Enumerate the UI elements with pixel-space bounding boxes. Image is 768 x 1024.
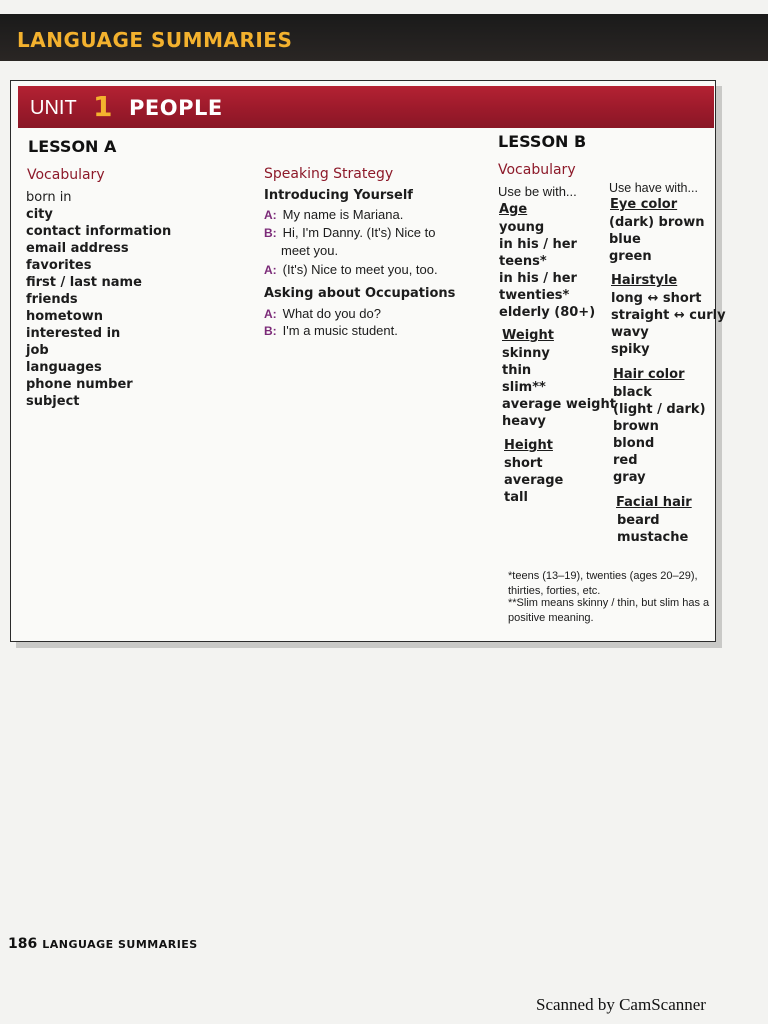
age-heading: Age xyxy=(499,202,528,217)
vocab-item: young xyxy=(499,220,545,235)
vocab-item: spiky xyxy=(611,342,650,357)
speaker-label: B: xyxy=(264,324,277,338)
vocab-item: long ↔ short xyxy=(611,291,702,306)
height-heading: Height xyxy=(504,438,553,453)
weight-heading: Weight xyxy=(502,328,554,343)
vocab-item: mustache xyxy=(617,530,689,545)
lesson-b-vocabulary-heading: Vocabulary xyxy=(498,162,576,178)
lesson-b-heading: LESSON B xyxy=(498,132,587,151)
asking-occupations-heading: Asking about Occupations xyxy=(264,286,456,301)
unit-label: UNIT xyxy=(30,97,77,119)
dialogue-line xyxy=(264,261,438,279)
vocab-item: red xyxy=(613,453,638,468)
vocab-item: average xyxy=(504,473,564,488)
vocab-item: blue xyxy=(609,232,641,247)
vocab-item: in his / her xyxy=(499,237,577,252)
speaking-strategy-heading: Speaking Strategy xyxy=(264,166,394,182)
speaker-label: A: xyxy=(264,263,277,277)
section-title: LANGUAGE SUMMARIES xyxy=(17,28,293,52)
dialogue-text: meet you. xyxy=(281,243,339,258)
hair-color-heading: Hair color xyxy=(613,367,685,382)
footer-title: LANGUAGE SUMMARIES xyxy=(42,938,198,951)
vocab-item: born in xyxy=(26,190,72,205)
vocab-item: teens* xyxy=(499,254,547,269)
scanner-watermark: Scanned by CamScanner xyxy=(536,995,706,1014)
dialogue-text: I'm a music student. xyxy=(282,323,398,338)
introducing-yourself-heading: Introducing Yourself xyxy=(264,188,413,203)
dialogue-text: (It's) Nice to meet you, too. xyxy=(282,262,438,277)
dialogue-line xyxy=(264,322,398,340)
vocab-item: thin xyxy=(502,363,532,378)
use-have-note: Use have with... xyxy=(609,181,698,195)
hair-color-list xyxy=(613,384,706,486)
vocab-item: blond xyxy=(613,436,655,451)
page-number: 186 xyxy=(8,936,38,952)
vocab-item: friends xyxy=(26,292,78,307)
unit-banner xyxy=(18,86,714,128)
vocab-item: straight ↔ curly xyxy=(611,308,726,323)
summary-card xyxy=(10,80,726,642)
vocab-item: elderly (80+) xyxy=(499,305,596,320)
dialogue-text: What do you do? xyxy=(282,306,381,321)
age-list xyxy=(499,219,595,321)
vocab-item: beard xyxy=(617,513,660,528)
vocab-item: short xyxy=(504,456,543,471)
dialogue-text: My name is Mariana. xyxy=(282,207,404,222)
vocab-item: tall xyxy=(504,490,528,505)
vocab-item: twenties* xyxy=(499,288,570,303)
vocab-item: in his / her xyxy=(499,271,577,286)
vocab-item: hometown xyxy=(26,309,103,324)
speaker-label: A: xyxy=(264,208,277,222)
vocab-item: contact information xyxy=(26,224,172,239)
footnote-slim: **Slim means skinny / thin, but slim has a positive meaning. xyxy=(508,597,710,624)
vocab-item: interested in xyxy=(26,326,121,341)
hairstyle-list xyxy=(611,290,726,358)
eye-color-list xyxy=(609,214,704,265)
vocab-item: average weight xyxy=(502,397,616,412)
vocab-item: email address xyxy=(26,241,129,256)
vocab-item: green xyxy=(609,249,652,264)
dialogue-line xyxy=(264,224,435,242)
unit-number: 1 xyxy=(93,90,113,123)
lesson-a-heading: LESSON A xyxy=(28,137,117,156)
vocab-item: heavy xyxy=(502,414,546,429)
hairstyle-heading: Hairstyle xyxy=(611,273,678,288)
facial-hair-list xyxy=(617,512,688,546)
vocab-item: brown xyxy=(613,419,659,434)
dialogue-line xyxy=(281,242,338,259)
speaker-label: B: xyxy=(264,226,277,240)
vocab-item: languages xyxy=(26,360,102,375)
weight-list xyxy=(502,345,616,430)
vocab-item: subject xyxy=(26,394,80,409)
vocab-item: wavy xyxy=(611,325,649,340)
page-footer xyxy=(8,936,198,952)
speaker-label: A: xyxy=(264,307,277,321)
vocab-item: skinny xyxy=(502,346,550,361)
facial-hair-heading: Facial hair xyxy=(616,495,692,510)
dialogue-text: Hi, I'm Danny. (It's) Nice to xyxy=(282,225,436,240)
vocab-item: favorites xyxy=(26,258,92,273)
footnote-teens: *teens (13–19), twenties (ages 20–29), thirties, forties, etc. xyxy=(508,570,698,597)
vocab-item: (light / dark) xyxy=(613,402,706,417)
vocab-item: slim** xyxy=(502,380,546,395)
vocab-item: city xyxy=(26,207,53,222)
dialogue-line xyxy=(264,206,403,224)
lesson-a-vocabulary-list xyxy=(26,189,171,410)
dialogue-line xyxy=(264,305,381,323)
eye-color-heading: Eye color xyxy=(610,197,678,212)
vocab-item: job xyxy=(26,343,49,358)
unit-title: PEOPLE xyxy=(129,96,223,120)
use-be-note: Use be with... xyxy=(498,184,577,199)
header-band xyxy=(0,14,768,61)
vocab-item: black xyxy=(613,385,652,400)
vocab-item: first / last name xyxy=(26,275,142,290)
vocab-item: gray xyxy=(613,470,646,485)
vocab-item: phone number xyxy=(26,377,133,392)
lesson-a-vocabulary-heading: Vocabulary xyxy=(27,167,105,183)
vocab-item: (dark) brown xyxy=(609,215,705,230)
height-list xyxy=(504,455,563,506)
